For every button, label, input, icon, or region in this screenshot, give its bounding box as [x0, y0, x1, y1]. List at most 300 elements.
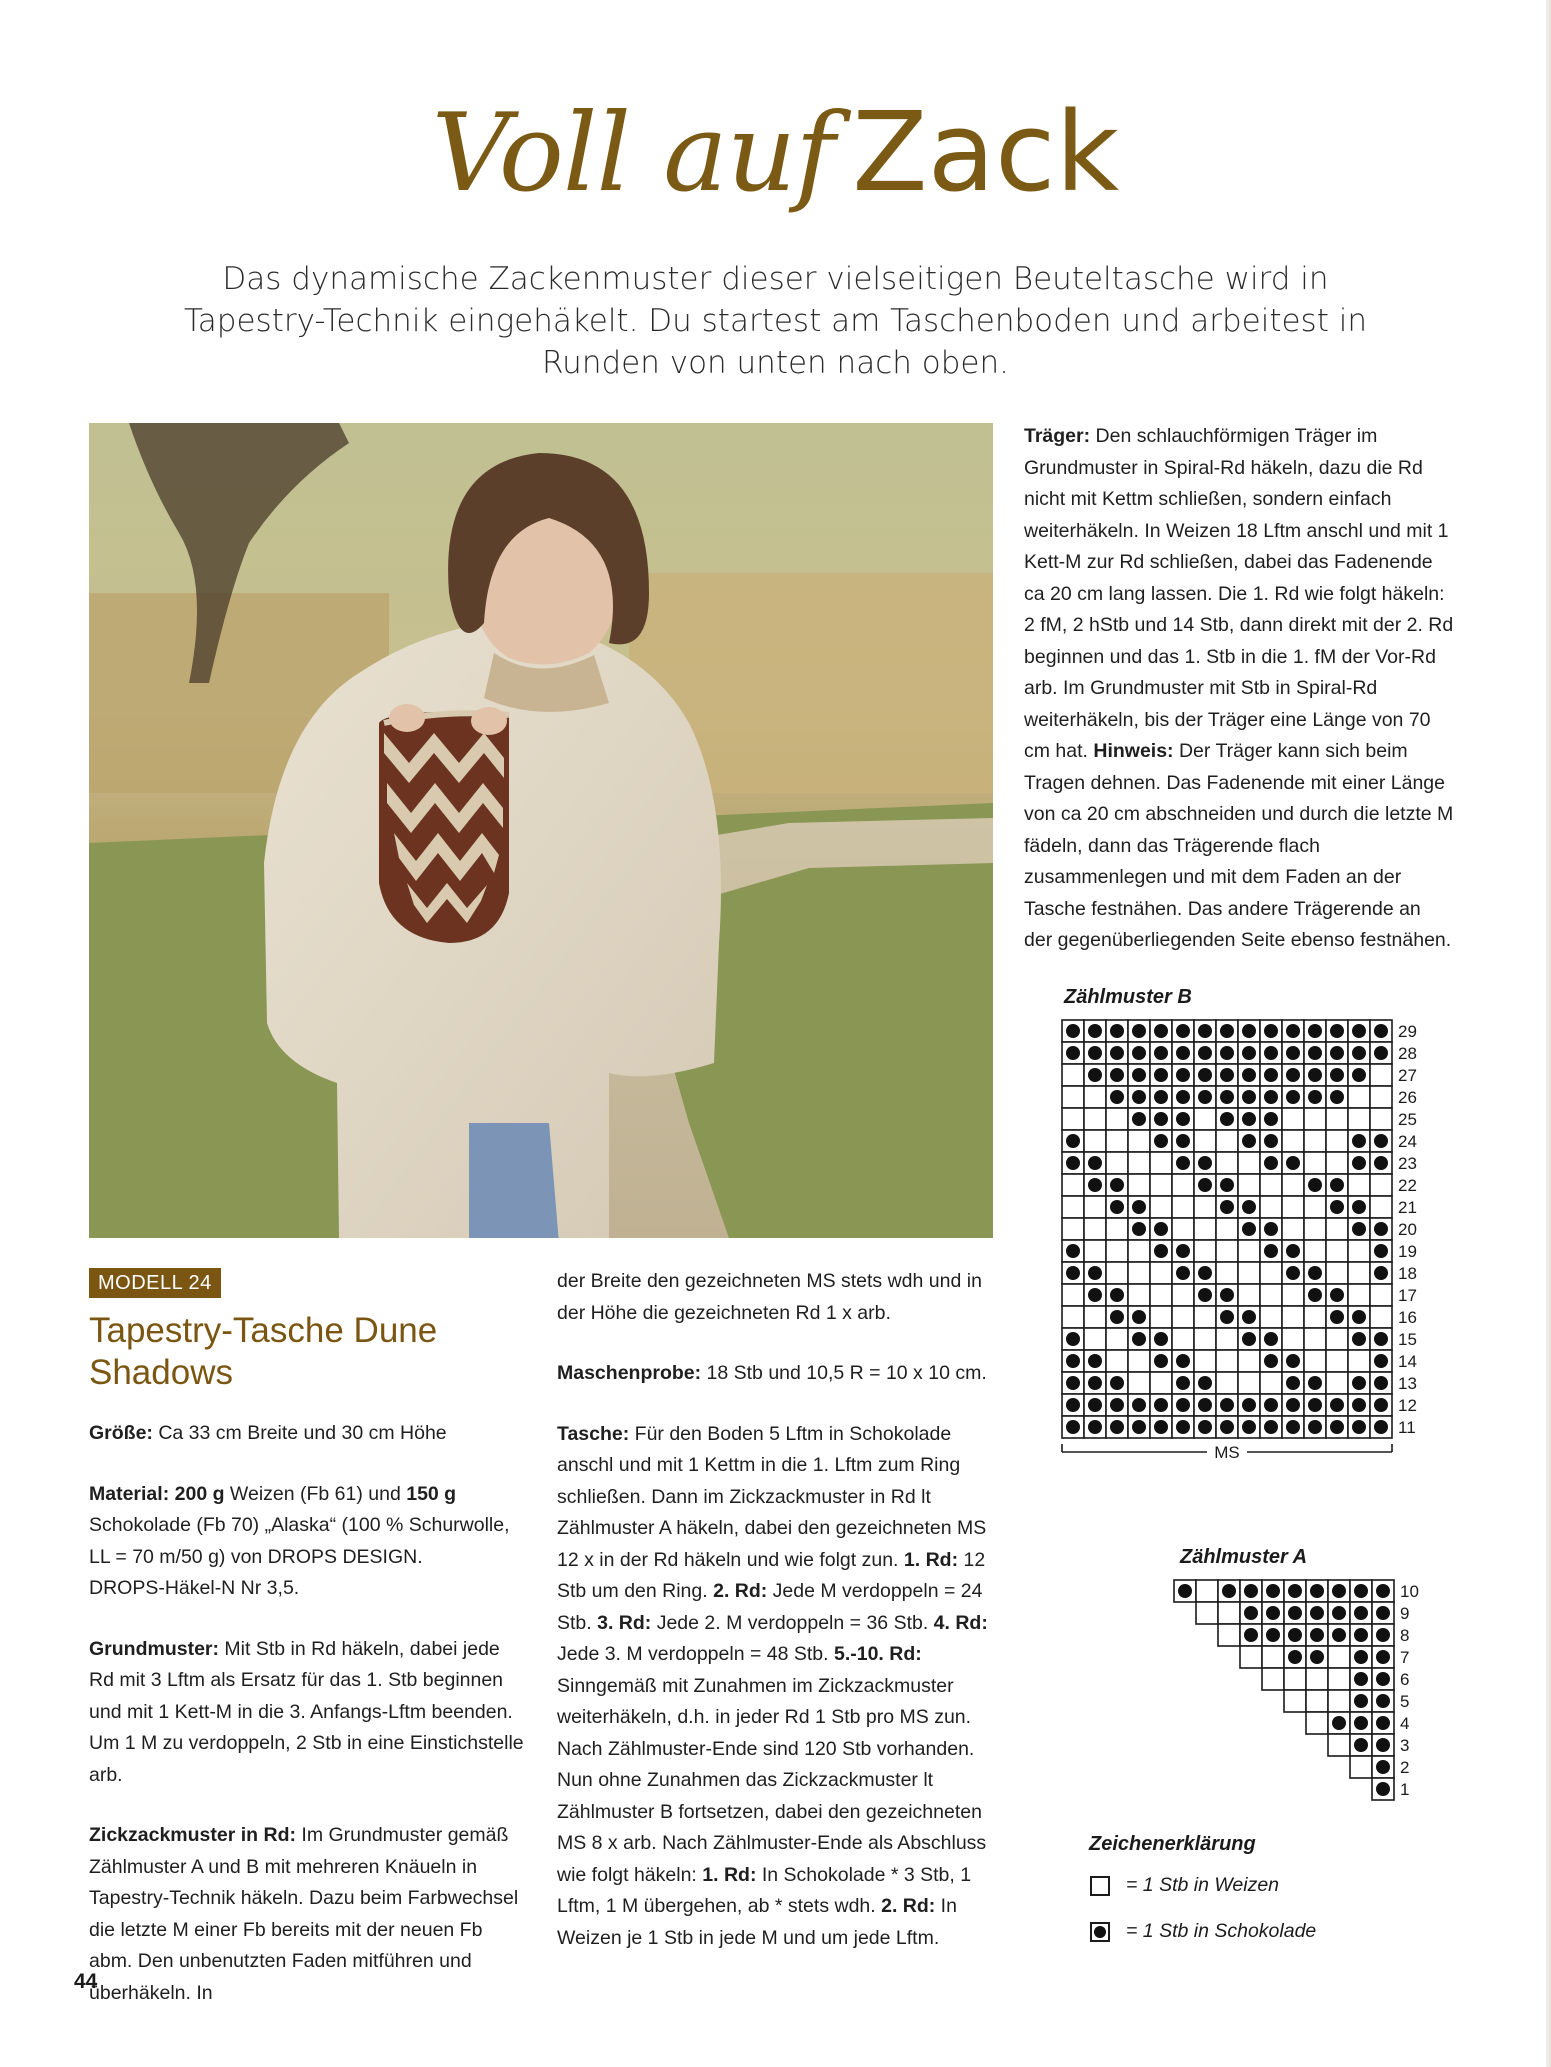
- chart-b-cell: [1282, 1306, 1304, 1328]
- chart-b-dot: [1220, 1420, 1234, 1434]
- chart-b-dot: [1286, 1046, 1300, 1060]
- chart-b-dot: [1220, 1046, 1234, 1060]
- chart-b-title: Zählmuster B: [1064, 986, 1192, 1008]
- chart-b-dot: [1176, 1376, 1190, 1390]
- chart-b-cell: [1172, 1196, 1194, 1218]
- chart-b-dot: [1308, 1398, 1322, 1412]
- chart-a-dot: [1332, 1584, 1346, 1598]
- chart-b-dot: [1352, 1156, 1366, 1170]
- chart-a-row-label: 4: [1400, 1714, 1410, 1733]
- chart-b-row-label: 17: [1398, 1286, 1417, 1305]
- chart-b-dot: [1110, 1200, 1124, 1214]
- chart-b-cell: [1370, 1064, 1392, 1086]
- chart-b-cell: [1370, 1284, 1392, 1306]
- chart-b-dot: [1110, 1024, 1124, 1038]
- chart-b-cell: [1326, 1108, 1348, 1130]
- chart-b-cell: [1106, 1350, 1128, 1372]
- chart-b-cell: [1370, 1086, 1392, 1108]
- chart-b-dot: [1308, 1068, 1322, 1082]
- round-2-text: Jede M verdoppeln = 24 Stb.: [557, 1580, 983, 1634]
- chart-b-dot: [1154, 1046, 1168, 1060]
- chart-b-cell: [1084, 1086, 1106, 1108]
- chart-a-cell: [1328, 1646, 1350, 1668]
- chart-b-dot: [1088, 1420, 1102, 1434]
- chart-b-dot: [1198, 1156, 1212, 1170]
- chart-b-dot: [1132, 1112, 1146, 1126]
- chart-a-dot: [1244, 1584, 1258, 1598]
- chart-b-dot: [1176, 1134, 1190, 1148]
- chart-b-cell: [1238, 1174, 1260, 1196]
- chart-b-dot: [1088, 1068, 1102, 1082]
- round-1-label: 1. Rd:: [903, 1548, 959, 1571]
- chart-b-dot: [1308, 1178, 1322, 1192]
- chart-b-cell: [1326, 1240, 1348, 1262]
- chart-b-dot: [1110, 1420, 1124, 1434]
- product-photo: [89, 423, 993, 1238]
- chart-b-cell: [1304, 1152, 1326, 1174]
- chart-b-dot: [1330, 1200, 1344, 1214]
- chart-a-dot: [1288, 1584, 1302, 1598]
- chart-b-dot: [1374, 1398, 1388, 1412]
- maschenprobe-label: Maschenprobe:: [557, 1362, 702, 1384]
- chart-b-dot: [1176, 1024, 1190, 1038]
- groesse-paragraph: [89, 1418, 525, 1450]
- traeger-text-2: Der Träger kann sich beim Tragen dehnen. Das Fadenende mit einer Länge von ca 20 cm abschneiden und durch die letzte M fädeln, dann das Trägerende flach zusammenlegen und mit dem Faden an der Tasche festnähen. Das andere Trägerende an der gegenüberliegenden Seite ebenso festnähen.: [1024, 740, 1454, 951]
- chart-b-cell: [1150, 1372, 1172, 1394]
- chart-b-row-label: 23: [1398, 1154, 1417, 1173]
- chart-a-cell: [1306, 1690, 1328, 1712]
- chart-a-dot: [1376, 1694, 1390, 1708]
- chart-a-row-label: 6: [1400, 1670, 1410, 1689]
- chart-b-cell: [1062, 1174, 1084, 1196]
- chart-b-dot: [1220, 1310, 1234, 1324]
- chart-b-dot: [1198, 1420, 1212, 1434]
- chart-b-cell: [1326, 1328, 1348, 1350]
- chart-b-dot: [1088, 1398, 1102, 1412]
- chart-b-dot: [1330, 1024, 1344, 1038]
- chart-b-dot: [1330, 1420, 1344, 1434]
- page-title: [0, 80, 1551, 224]
- chart-b-dot: [1176, 1068, 1190, 1082]
- zickzack-text: Im Grundmuster gemäß Zählmuster A und B mit mehreren Knäueln in Tapestry-Technik häkeln. Dazu beim Farbwechsel die letzte M einer Fb bereits mit der neuen Fb abm. Den unbenutzten Faden mitführen und überhäkeln. In: [89, 1824, 519, 2004]
- chart-b-dot: [1286, 1024, 1300, 1038]
- chart-b-dot: [1308, 1420, 1322, 1434]
- material-text-3: DROPS-Häkel-N Nr 3,5.: [89, 1577, 300, 1599]
- instructions-left-column: [89, 1418, 525, 2038]
- chart-b-cell: [1304, 1350, 1326, 1372]
- page-number: 44: [74, 1970, 98, 1993]
- finish-round-1-label: 1. Rd:: [702, 1863, 757, 1886]
- chart-b-dot: [1176, 1156, 1190, 1170]
- chart-a-dot: [1376, 1584, 1390, 1598]
- chart-b-cell: [1238, 1262, 1260, 1284]
- chart-a-dot: [1376, 1738, 1390, 1752]
- groesse-text: Ca 33 cm Breite und 30 cm Höhe: [152, 1422, 447, 1444]
- chart-b-cell: [1348, 1240, 1370, 1262]
- chart-b-cell: [1370, 1174, 1392, 1196]
- chart-a-dot: [1288, 1650, 1302, 1664]
- chart-a-cell: [1328, 1690, 1350, 1712]
- chart-b-dot: [1242, 1398, 1256, 1412]
- chart-b-dot: [1088, 1266, 1102, 1280]
- grundmuster-text: Mit Stb in Rd häkeln, dabei jede Rd mit 3 Lftm als Ersatz für das 1. Stb beginnen und mit 1 Kett-M in die 3. Anfangs-Lftm beenden. Um 1 M zu verdoppeln, 2 Stb in eine Einstichstelle arb.: [89, 1637, 524, 1786]
- chart-b-dot: [1220, 1200, 1234, 1214]
- chart-b-dot: [1286, 1398, 1300, 1412]
- chart-b-cell: [1304, 1130, 1326, 1152]
- chart-b-dot: [1242, 1134, 1256, 1148]
- chart-b-dot: [1374, 1024, 1388, 1038]
- chart-b-dot: [1264, 1244, 1278, 1258]
- chart-b-dot: [1330, 1398, 1344, 1412]
- chart-b-dot: [1176, 1090, 1190, 1104]
- chart-b-row-label: 14: [1398, 1352, 1417, 1371]
- chart-b-dot: [1374, 1420, 1388, 1434]
- chart-b-dot: [1110, 1090, 1124, 1104]
- chart-b-cell: [1194, 1218, 1216, 1240]
- chart-b-cell: [1062, 1306, 1084, 1328]
- chart-b-cell: [1062, 1284, 1084, 1306]
- chart-b-row-label: 25: [1398, 1110, 1417, 1129]
- finish-round-2-label: 2. Rd:: [881, 1895, 936, 1917]
- chart-b-row-label: 19: [1398, 1242, 1417, 1261]
- chart-b-dot: [1176, 1266, 1190, 1280]
- chart-b-dot: [1198, 1398, 1212, 1412]
- round-2-label: 2. Rd:: [713, 1580, 768, 1602]
- chart-b-row-label: 18: [1398, 1264, 1417, 1283]
- chart-b-row-label: 27: [1398, 1066, 1417, 1085]
- chart-b-cell: [1150, 1152, 1172, 1174]
- chart-a-dot: [1310, 1606, 1324, 1620]
- chart-b-dot: [1154, 1024, 1168, 1038]
- chart-a-dot: [1376, 1716, 1390, 1730]
- chart-a-title: Zählmuster A: [1180, 1546, 1308, 1568]
- chart-b-cell: [1172, 1328, 1194, 1350]
- chart-b-cell: [1084, 1306, 1106, 1328]
- chart-b-cell: [1128, 1350, 1150, 1372]
- finish-round-2-text: In Weizen je 1 Stb in jede M und um jede Lftm.: [557, 1895, 957, 1949]
- chart-b-dot: [1352, 1420, 1366, 1434]
- chart-a-dot: [1244, 1606, 1258, 1620]
- chart-b-dot: [1132, 1024, 1146, 1038]
- chart-a-dot: [1178, 1584, 1192, 1598]
- chart-b-cell: [1304, 1240, 1326, 1262]
- chart-b-cell: [1304, 1218, 1326, 1240]
- chart-b-cell: [1238, 1152, 1260, 1174]
- chart-b-dot: [1308, 1024, 1322, 1038]
- chart-a-cell: [1240, 1646, 1262, 1668]
- chart-b-cell: [1326, 1350, 1348, 1372]
- chart-a-dot: [1354, 1628, 1368, 1642]
- chart-b-dot: [1198, 1178, 1212, 1192]
- round-3-text: Jede 2. M verdoppeln = 36 Stb.: [651, 1611, 934, 1634]
- groesse-label: Größe:: [89, 1422, 153, 1444]
- chart-b-row-label: 12: [1398, 1396, 1417, 1415]
- chart-b-cell: [1062, 1108, 1084, 1130]
- chart-b-cell: [1106, 1328, 1128, 1350]
- chart-a-dot: [1310, 1584, 1324, 1598]
- chart-b-dot: [1110, 1310, 1124, 1324]
- tasche-text: Für den Boden 5 Lftm in Schokolade anschl und mit 1 Kettm in die 1. Lftm zum Ring schließen. Dann im Zickzackmuster in Rd lt Zählmuster A häkeln, dabei den gezeichneten MS 12 x in der Rd häkeln und wie folgt zun.: [557, 1422, 987, 1571]
- maschenprobe-paragraph: [557, 1358, 991, 1390]
- chart-b-dot: [1132, 1200, 1146, 1214]
- zickzack-label: Zickzackmuster in Rd:: [89, 1824, 296, 1846]
- chart-b-cell: [1128, 1284, 1150, 1306]
- chart-b-dot: [1352, 1068, 1366, 1082]
- chart-b-dot: [1374, 1332, 1388, 1346]
- chart-b-dot: [1352, 1376, 1366, 1390]
- chart-b-dot: [1132, 1046, 1146, 1060]
- chart-b-dot: [1088, 1156, 1102, 1170]
- chart-b-row-label: 13: [1398, 1374, 1417, 1393]
- maschenprobe-text: 18 Stb und 10,5 R = 10 x 10 cm.: [701, 1362, 987, 1384]
- round-3-label: 3. Rd:: [597, 1611, 652, 1634]
- chart-b-dot: [1132, 1332, 1146, 1346]
- chart-b-dot: [1352, 1200, 1366, 1214]
- chart-a-dot: [1354, 1694, 1368, 1708]
- chart-b-dot: [1352, 1222, 1366, 1236]
- chart-b-dot: [1176, 1046, 1190, 1060]
- chart-b-dot: [1308, 1046, 1322, 1060]
- tasche-paragraph: [557, 1419, 991, 1955]
- chart-b-cell: [1062, 1196, 1084, 1218]
- chart-b-dot: [1308, 1376, 1322, 1390]
- chart-b-dot: [1066, 1420, 1080, 1434]
- chart-b-dot: [1088, 1354, 1102, 1368]
- chart-b-cell: [1194, 1240, 1216, 1262]
- chart-b-dot: [1066, 1156, 1080, 1170]
- chart-b-cell: [1128, 1174, 1150, 1196]
- chart-b-cell: [1150, 1284, 1172, 1306]
- chart-b-cell: [1326, 1152, 1348, 1174]
- round-5-10-text: Sinngemäß mit Zunahmen im Zickzackmuster weiterhäkeln, d.h. in jeder Rd 1 Stb pro MS zun. Nach Zählmuster-Ende sind 120 Stb vorhanden. Nun ohne Zunahmen das Zickzackmuster lt Zählmuster B fortsetzen, dabei den gezeichneten MS 8 x arb. Nach Zählmuster-Ende als Abschluss wie folgt häkeln:: [557, 1674, 987, 1886]
- grundmuster-label: Grundmuster:: [89, 1637, 220, 1660]
- chart-b-cell: [1172, 1284, 1194, 1306]
- chart-b-cell: [1084, 1240, 1106, 1262]
- tasche-label: Tasche:: [557, 1422, 630, 1445]
- chart-b-cell: [1304, 1328, 1326, 1350]
- chart-b-cell: [1348, 1174, 1370, 1196]
- chart-b-dot: [1088, 1046, 1102, 1060]
- chart-b-row-label: 11: [1398, 1418, 1416, 1437]
- chart-b-grid: [1060, 1018, 1440, 1488]
- chart-b-dot: [1088, 1024, 1102, 1038]
- chart-b-cell: [1062, 1064, 1084, 1086]
- chart-b-cell: [1128, 1130, 1150, 1152]
- chart-a-dot: [1244, 1628, 1258, 1642]
- chart-b-cell: [1194, 1196, 1216, 1218]
- chart-b-cell: [1348, 1086, 1370, 1108]
- chart-a-dot: [1332, 1716, 1346, 1730]
- chart-b-cell: [1260, 1196, 1282, 1218]
- chart-b-row-label: 24: [1398, 1132, 1417, 1151]
- chart-b-dot: [1264, 1046, 1278, 1060]
- material-text-1: Weizen (Fb 61) und: [224, 1482, 407, 1505]
- chart-b-cell: [1370, 1108, 1392, 1130]
- chart-b-dot: [1066, 1266, 1080, 1280]
- traeger-column: [1024, 421, 1454, 986]
- chart-b-cell: [1150, 1306, 1172, 1328]
- chart-b-row-label: 26: [1398, 1088, 1417, 1107]
- chart-b-dot: [1264, 1420, 1278, 1434]
- chart-b-cell: [1084, 1328, 1106, 1350]
- chart-b-cell: [1106, 1130, 1128, 1152]
- chart-b-cell: [1370, 1306, 1392, 1328]
- chart-b-dot: [1220, 1178, 1234, 1192]
- chart-b-cell: [1304, 1108, 1326, 1130]
- chart-b-dot: [1352, 1332, 1366, 1346]
- chart-a-dot: [1354, 1672, 1368, 1686]
- chart-b-dot: [1132, 1420, 1146, 1434]
- chart-b-dot: [1286, 1156, 1300, 1170]
- chart-b-cell: [1128, 1262, 1150, 1284]
- chart-b-dot: [1352, 1134, 1366, 1148]
- chart-b-dot: [1198, 1046, 1212, 1060]
- chart-b-cell: [1260, 1284, 1282, 1306]
- chart-b-dot: [1198, 1376, 1212, 1390]
- chart-a-row-label: 2: [1400, 1758, 1410, 1777]
- material-paragraph: [89, 1479, 525, 1605]
- chart-b-cell: [1348, 1262, 1370, 1284]
- zickzack-paragraph: [89, 1820, 525, 2009]
- chart-b-dot: [1352, 1310, 1366, 1324]
- chart-b-cell: [1150, 1196, 1172, 1218]
- chart-b-dot: [1220, 1112, 1234, 1126]
- chart-b-dot: [1308, 1266, 1322, 1280]
- chart-b-cell: [1062, 1086, 1084, 1108]
- chart-b-row-label: 16: [1398, 1308, 1417, 1327]
- chart-b-dot: [1264, 1222, 1278, 1236]
- legend-text-schokolade: = 1 Stb in Schokolade: [1126, 1920, 1317, 1942]
- chart-a-dot: [1310, 1650, 1324, 1664]
- chart-b-row-label: 22: [1398, 1176, 1417, 1195]
- chart-b-cell: [1326, 1372, 1348, 1394]
- chart-b-cell: [1304, 1306, 1326, 1328]
- chart-b-dot: [1154, 1068, 1168, 1082]
- chart-b-dot: [1330, 1178, 1344, 1192]
- chart-b-cell: [1194, 1328, 1216, 1350]
- chart-b-dot: [1110, 1068, 1124, 1082]
- chart-b-cell: [1260, 1174, 1282, 1196]
- chart-b-cell: [1150, 1262, 1172, 1284]
- chart-b-dot: [1242, 1332, 1256, 1346]
- title-script: Voll auf: [431, 91, 835, 216]
- chart-a-dot: [1332, 1628, 1346, 1642]
- chart-b-dot: [1110, 1288, 1124, 1302]
- chart-b-dot: [1132, 1222, 1146, 1236]
- chart-b-dot: [1264, 1354, 1278, 1368]
- chart-b-dot: [1198, 1024, 1212, 1038]
- grundmuster-paragraph: [89, 1634, 525, 1792]
- chart-a-cell: [1328, 1668, 1350, 1690]
- legend-text-weizen: = 1 Stb in Weizen: [1126, 1874, 1280, 1896]
- page-edge: [1546, 0, 1551, 2067]
- chart-b-dot: [1264, 1332, 1278, 1346]
- chart-b-cell: [1282, 1196, 1304, 1218]
- chart-b-dot: [1066, 1024, 1080, 1038]
- chart-b-cell: [1238, 1284, 1260, 1306]
- chart-b-dot: [1374, 1156, 1388, 1170]
- chart-a-cell: [1284, 1690, 1306, 1712]
- chart-b-dot: [1242, 1112, 1256, 1126]
- chart-b-cell: [1282, 1174, 1304, 1196]
- chart-b-cell: [1304, 1196, 1326, 1218]
- chart-b-dot: [1110, 1046, 1124, 1060]
- chart-b-cell: [1348, 1284, 1370, 1306]
- chart-a-cell: [1218, 1624, 1240, 1646]
- chart-b-row-label: 28: [1398, 1044, 1417, 1063]
- chart-b-dot: [1286, 1354, 1300, 1368]
- chart-b-dot: [1352, 1024, 1366, 1038]
- chart-b-cell: [1216, 1350, 1238, 1372]
- chart-b-dot: [1242, 1420, 1256, 1434]
- chart-b-dot: [1264, 1068, 1278, 1082]
- chart-b-dot: [1088, 1288, 1102, 1302]
- chart-b-dot: [1286, 1244, 1300, 1258]
- chart-b-row-label: 15: [1398, 1330, 1417, 1349]
- material-amount-2: 150 g: [406, 1482, 457, 1505]
- chart-a-cell: [1196, 1602, 1218, 1624]
- chart-b-cell: [1194, 1306, 1216, 1328]
- chart-b-cell: [1282, 1108, 1304, 1130]
- chart-a-dot: [1376, 1760, 1390, 1774]
- hinweis-label: Hinweis:: [1093, 740, 1174, 762]
- intro-text: Das dynamische Zackenmuster dieser vielseitigen Beuteltasche wird in Tapestry-Technik eingehäkelt. Du startest am Taschenboden und arbeitest in Runden von unten nach oben.: [184, 261, 1367, 381]
- chart-b-dot: [1264, 1090, 1278, 1104]
- chart-a-dot: [1376, 1672, 1390, 1686]
- chart-b-dot: [1220, 1398, 1234, 1412]
- chart-b-dot: [1066, 1046, 1080, 1060]
- legend-item-schokolade: [1090, 1920, 1316, 1943]
- chart-a-cell: [1262, 1668, 1284, 1690]
- chart-b-dot: [1132, 1090, 1146, 1104]
- chart-b-dot: [1198, 1266, 1212, 1280]
- chart-a-cell: [1196, 1580, 1218, 1602]
- chart-b-dot: [1110, 1376, 1124, 1390]
- chart-b-cell: [1348, 1350, 1370, 1372]
- chart-b-dot: [1286, 1376, 1300, 1390]
- chart-a-cell: [1306, 1668, 1328, 1690]
- chart-b-dot: [1154, 1090, 1168, 1104]
- chart-b-cell: [1172, 1174, 1194, 1196]
- chart-b-dot: [1176, 1420, 1190, 1434]
- chart-a-cell: [1262, 1646, 1284, 1668]
- chart-a-dot: [1266, 1584, 1280, 1598]
- chart-b-dot: [1286, 1068, 1300, 1082]
- chart-b-cell: [1216, 1152, 1238, 1174]
- chart-b-row-label: 29: [1398, 1022, 1417, 1041]
- chart-b-cell: [1326, 1130, 1348, 1152]
- material-amount-1: 200 g: [174, 1482, 225, 1505]
- round-4-text: Jede 3. M verdoppeln = 48 Stb.: [557, 1643, 834, 1665]
- chart-b-cell: [1216, 1240, 1238, 1262]
- legend-item-weizen: [1090, 1874, 1279, 1897]
- chart-b-dot: [1374, 1134, 1388, 1148]
- chart-b-dot: [1308, 1288, 1322, 1302]
- chart-b-dot: [1242, 1024, 1256, 1038]
- round-1-text: 12 Stb um den Ring.: [557, 1548, 986, 1602]
- chart-a-dot: [1266, 1606, 1280, 1620]
- chart-b-cell: [1084, 1218, 1106, 1240]
- chart-b-dot: [1330, 1090, 1344, 1104]
- chart-b-dot: [1154, 1134, 1168, 1148]
- chart-b-dot: [1220, 1024, 1234, 1038]
- chart-b-dot: [1220, 1090, 1234, 1104]
- chart-b-dot: [1176, 1244, 1190, 1258]
- chart-b-cell: [1128, 1372, 1150, 1394]
- chart-a-dot: [1376, 1782, 1390, 1796]
- chart-b-cell: [1194, 1130, 1216, 1152]
- title-plain: Zack: [852, 88, 1120, 216]
